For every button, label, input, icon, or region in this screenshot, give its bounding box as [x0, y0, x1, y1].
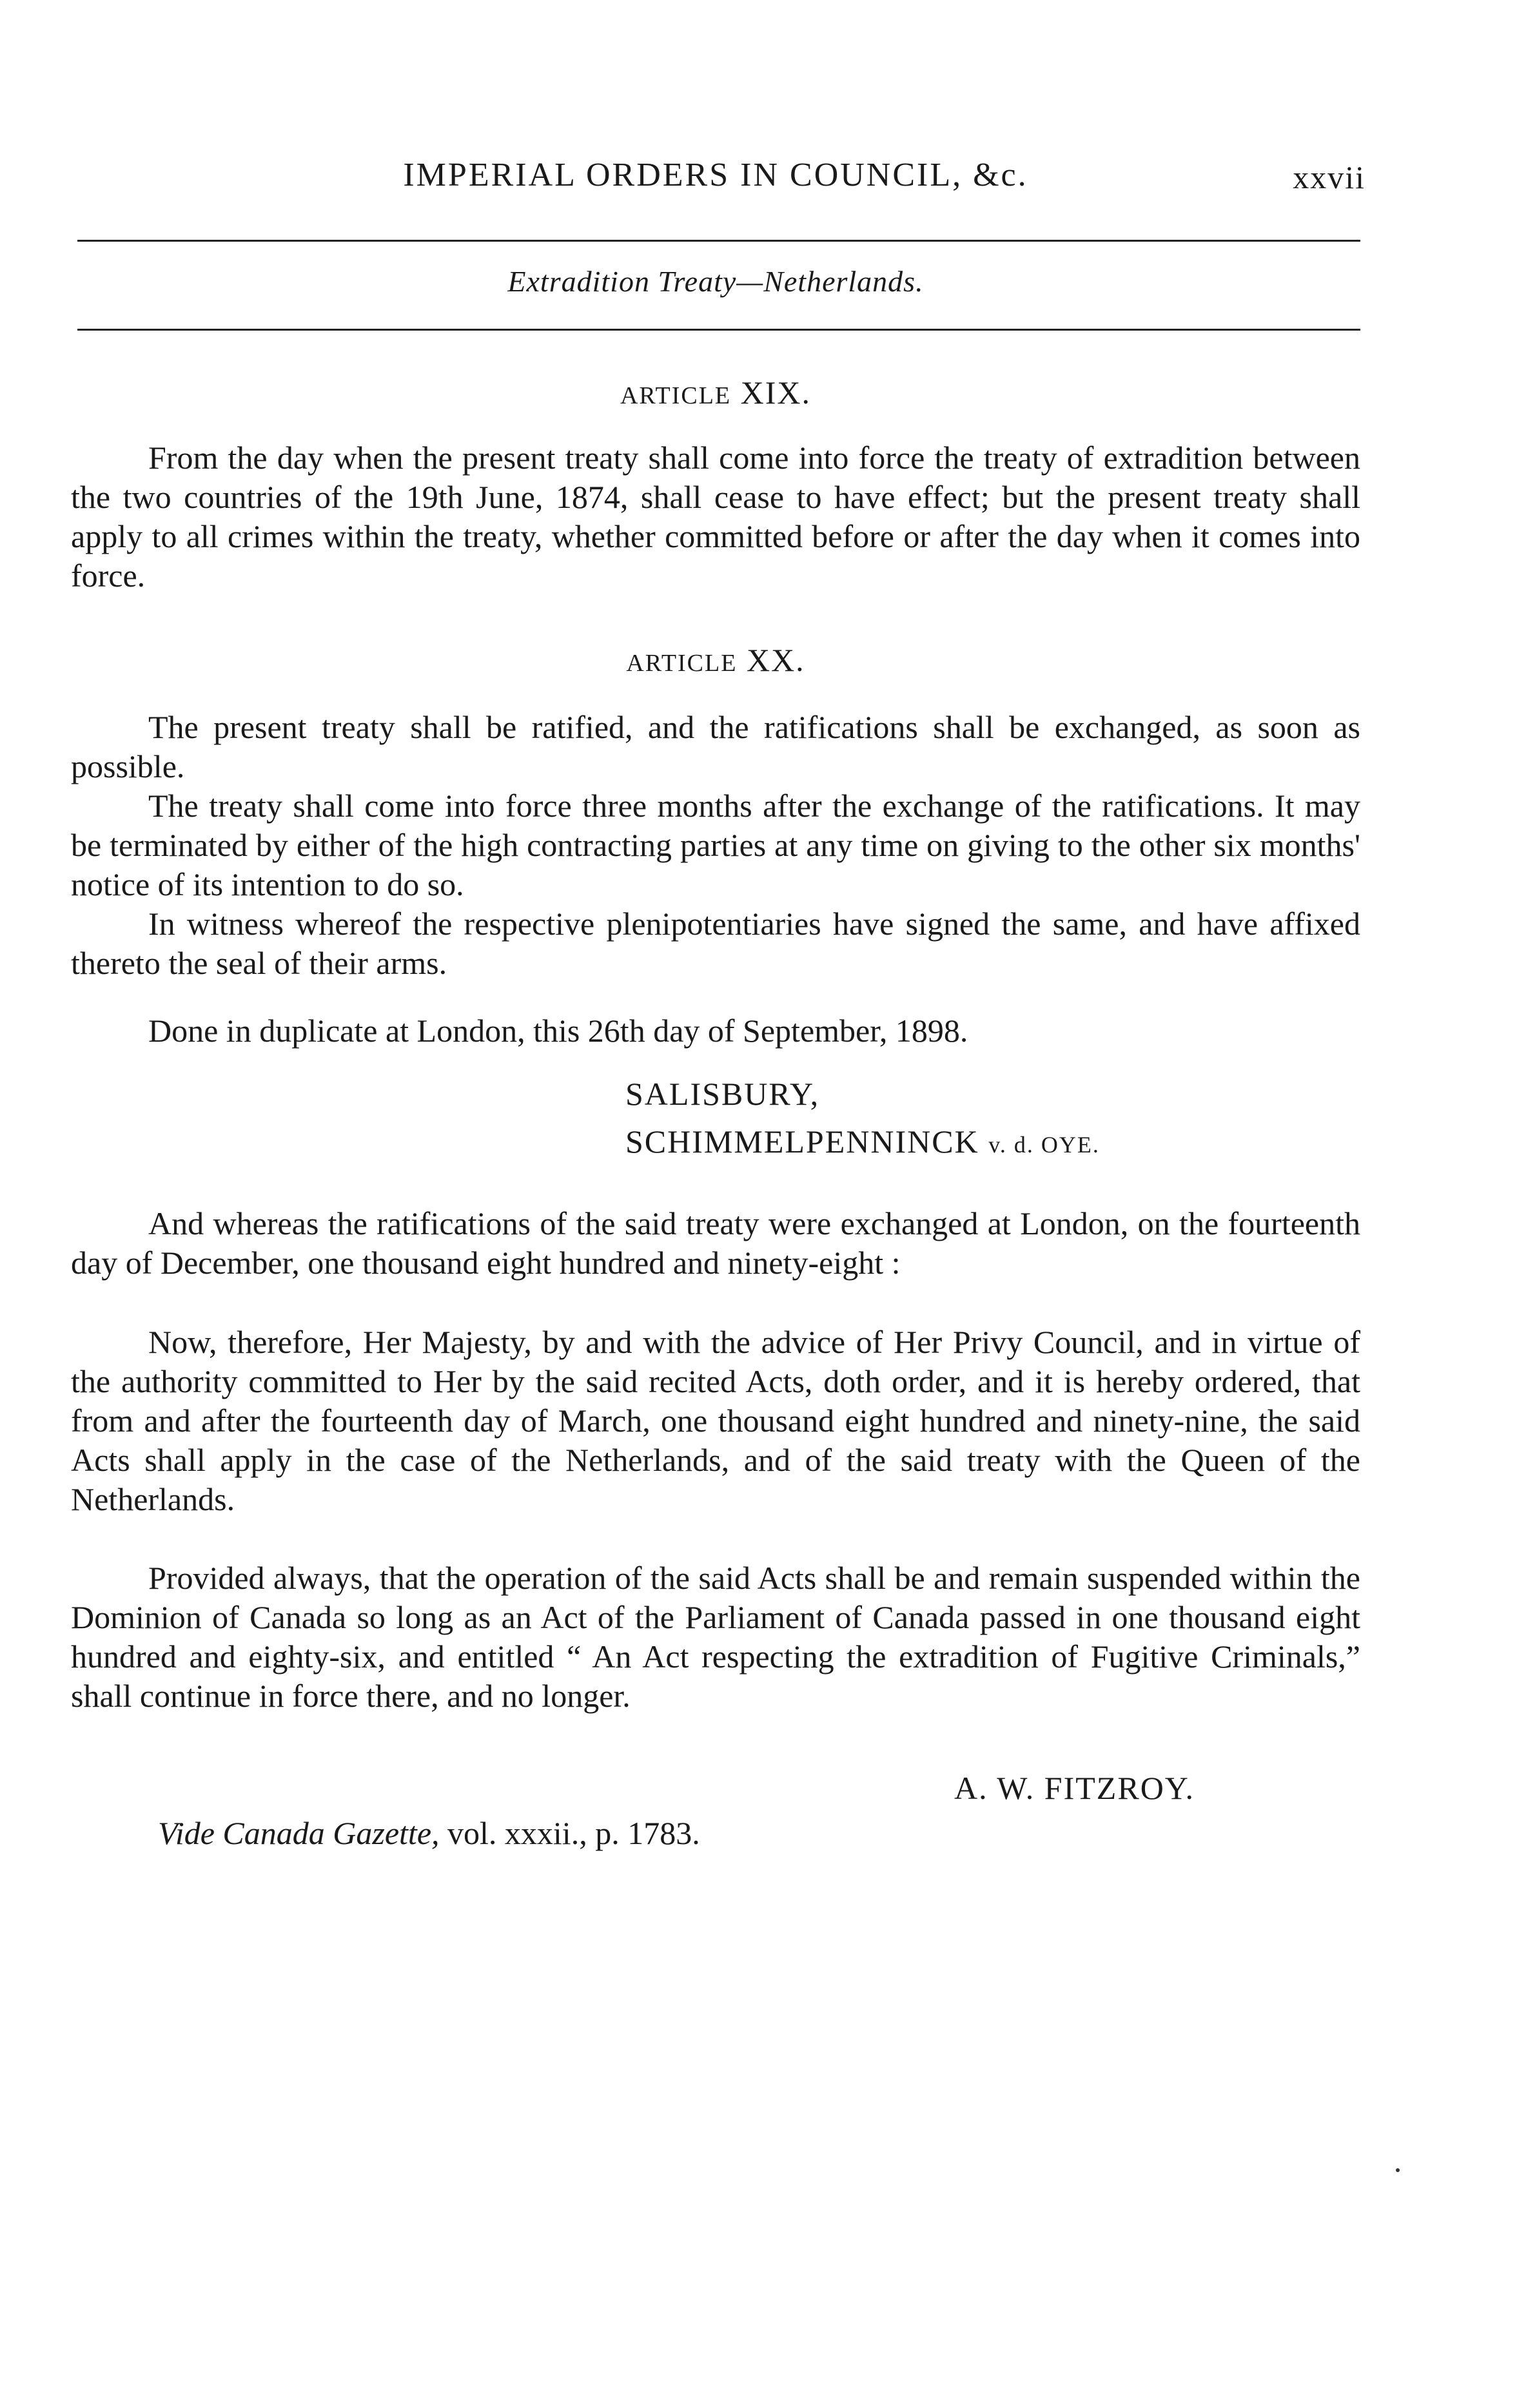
- closing-signature: A. W. FITZROY.: [954, 1770, 1195, 1806]
- article-xx-heading: [71, 641, 1360, 679]
- gazette-reference: [158, 1814, 700, 1852]
- top-rule: [77, 240, 1360, 242]
- article-xx-paragraph-3: In witness whereof the respective plenipotentiaries have signed the same, and have affixed thereto the seal of their arms.: [71, 906, 1360, 981]
- signatory-schimmelpenninck: [625, 1123, 1100, 1160]
- article-xx-paragraph-1: The present treaty shall be ratified, and the ratifications shall be exchanged, as soon as possible.: [71, 709, 1360, 784]
- reference-publication: Canada Gazette,: [222, 1815, 440, 1851]
- article-number: XIX.: [740, 374, 812, 411]
- order-paragraph-1: And whereas the ratifications of the said treaty were exchanged at London, on the fourteenth day of December, one thousand eight hundred and ninety-eight :: [71, 1205, 1360, 1281]
- subheading-rule: [77, 329, 1360, 331]
- running-head-title: IMPERIAL ORDERS IN COUNCIL, &c.: [403, 157, 1028, 193]
- document-page: [71, 0, 1366, 2408]
- signatory-salisbury: SALISBURY,: [625, 1076, 820, 1112]
- section-subheading: Extradition Treaty—Netherlands.: [507, 265, 924, 298]
- running-head: [71, 156, 1366, 208]
- article-label: ARTICLE: [620, 382, 732, 409]
- signatory-suffix: v. d. OYE.: [988, 1132, 1100, 1158]
- print-speck: [1396, 2168, 1400, 2172]
- order-paragraph-3: Provided always, that the operation of the said Acts shall be and remain suspended within the Dominion of Canada so long as an Act of the Parliament of Canada passed in one thousand eight hundred and eighty-six, and entitled “ An Act respecting the extradition of Fugitive Criminals,” shall continue in force there, and no longer.: [71, 1560, 1360, 1714]
- article-xix-heading: [71, 374, 1360, 411]
- article-number: XX.: [746, 642, 805, 678]
- signatory-name: SCHIMMELPENNINCK: [625, 1123, 979, 1160]
- article-xix-text: From the day when the present treaty shall come into force the treaty of extradition between the two countries of the 19th June, 1874, shall cease to have effect; but the present treaty shall apply to all crimes within the treaty, whether committed before or after the day when it comes into force.: [71, 440, 1360, 594]
- reference-volume: vol. xxxii., p. 1783.: [447, 1815, 700, 1851]
- order-paragraph-2: Now, therefore, Her Majesty, by and with the advice of Her Privy Council, and in virtue of the authority committed to Her by the said recited Acts, doth order, and it is hereby ordered, that from and after the fourteenth day of March, one thousand eight hundred and ninety-nine, the said Acts shall apply in the case of the Netherlands, and of the said treaty with the Queen of the Netherlands.: [71, 1324, 1360, 1517]
- done-line: Done in duplicate at London, this 26th day of September, 1898.: [148, 1013, 968, 1049]
- article-label: ARTICLE: [626, 650, 738, 677]
- article-xx-paragraph-2: The treaty shall come into force three months after the exchange of the ratifications. It may be terminated by either of the high contracting parties at any time on giving to the other six months' notice of its intention to do so.: [71, 788, 1360, 902]
- page-number: xxvii: [1293, 159, 1366, 195]
- reference-vide: Vide: [158, 1815, 215, 1851]
